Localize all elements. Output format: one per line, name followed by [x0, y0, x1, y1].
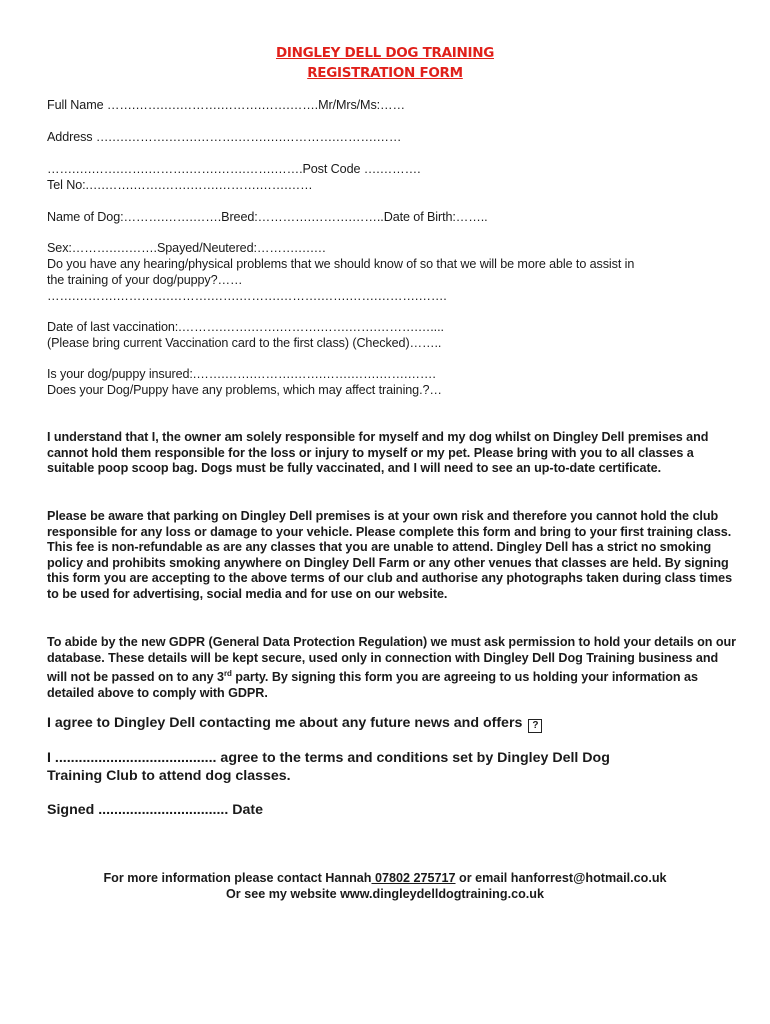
consent-line: [47, 714, 542, 733]
problems-question-cont[interactable]: the training of your dog/puppy?……: [47, 273, 243, 287]
form-title: DINGLEY DELL DOG TRAINING: [276, 45, 494, 61]
vaccination-note[interactable]: (Please bring current Vaccination card to the first class) (Checked)……..: [47, 336, 442, 350]
consent-checkbox[interactable]: ?: [528, 719, 542, 733]
gdpr-paragraph: [47, 635, 737, 702]
problems-answer-blank[interactable]: …….……….………….……….…….……….……….…….…….……….…….: [47, 289, 447, 303]
contact-prefix: For more information please contact Hannah: [103, 871, 372, 885]
responsibility-paragraph: I understand that I, the owner am solely responsible for myself and my dog whilst on Dingley Dell premises and cannot hold them responsible for the loss or injury to myself or my pet. Please bring with you to all classes a suitable poop scoop bag. Dogs must be fully vaccinated, and I will need to see an up-to-date certificate.: [47, 430, 709, 476]
form-subtitle: REGISTRATION FORM: [307, 65, 463, 81]
agreement-line-1[interactable]: I ......................................... agree to the terms and conditions set by Dingley Dell Dog: [47, 750, 610, 766]
signature-line[interactable]: Signed ................................. Date: [47, 802, 264, 818]
contact-footer: [0, 871, 770, 885]
tel-field[interactable]: Tel No:.….…….…….…….…….……….…….……: [47, 178, 313, 192]
full-name-field[interactable]: Full Name …….…….….……….……….…….…….Mr/Mrs/Ms:……: [47, 98, 406, 112]
sex-spayed-field[interactable]: Sex:……….….…….Spayed/Neutered:……….….…: [47, 241, 327, 255]
consent-label: I agree to Dingley Dell contacting me about any future news and offers: [47, 715, 523, 731]
address-postcode-field[interactable]: …….….…….…….……….…….…….…….…….Post Code ….……….: [47, 162, 421, 176]
email-text[interactable]: or email hanforrest@hotmail.co.uk: [455, 871, 667, 885]
website-footer[interactable]: Or see my website www.dingleydelldogtraining.co.uk: [226, 887, 544, 901]
agreement-line-2: Training Club to attend dog classes.: [47, 768, 291, 784]
parking-paragraph: Please be aware that parking on Dingley Dell premises is at your own risk and therefore you cannot hold the club responsible for any loss or damage to your vehicle. Please complete this form and bring to your first training class. This fee is non-refundable as are any classes that you are unable to attend. Dingley Dell has a strict no smoking policy and prohibits smoking anywhere on Dingley Dell Farm or any other venues that classes are held. By signing this form you are accepting to the above terms of our club and authorise any photographs taken during class times to be used for advertising, social media and for use on our website.: [47, 509, 733, 601]
problems-question: Do you have any hearing/physical problems that we should know of so that we will be more able to assist in: [47, 257, 635, 271]
gdpr-text-2: party. By signing this form you are agreeing to us holding your information as detailed above to comply with GDPR.: [47, 670, 698, 700]
gdpr-text-1: To abide by the new GDPR (General Data Protection Regulation) we must ask permission to hold your details on our database. These details will be kept secure, used only in connection with Dingley Dell Dog Training business and will not be passed on to any 3: [47, 635, 737, 685]
vaccination-field[interactable]: Date of last vaccination:.……….…….…….……….…….…….……….…....: [47, 320, 444, 334]
insured-field[interactable]: Is your dog/puppy insured:.…….…….……….…….…….…….…….…….: [47, 367, 436, 381]
affect-training-field[interactable]: Does your Dog/Puppy have any problems, which may affect training.?…: [47, 383, 442, 397]
dog-details-field[interactable]: Name of Dog:……….…….…….Breed:………….……….……..Date of Birth:……..: [47, 210, 488, 224]
phone-link[interactable]: 07802 275717: [371, 871, 456, 885]
address-field[interactable]: Address ….….……….…….……….…….….………….……….……: [47, 130, 402, 144]
gdpr-superscript: rd: [223, 669, 232, 679]
